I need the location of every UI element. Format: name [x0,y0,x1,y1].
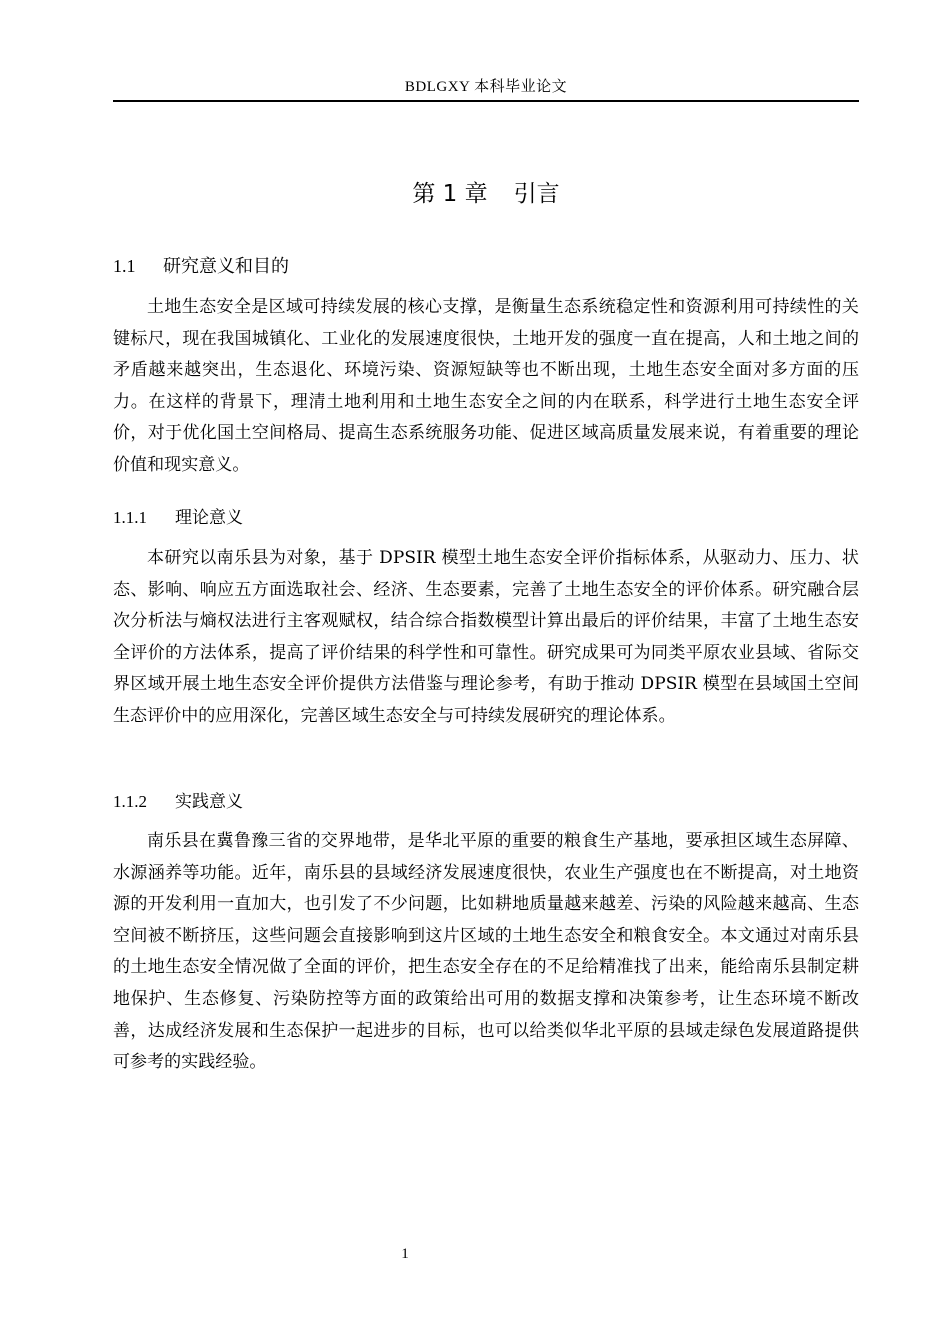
section-paragraph-1-1-2: 南乐县在冀鲁豫三省的交界地带，是华北平原的重要的粮食生产基地，要承担区域生态屏障、水源涵养等功能。近年，南乐县的县域经济发展速度很快，农业生产强度也在不断提高，对土地资源的开发利用一直加大，也引发了不少问题，比如耕地质量越来越差、污染的风险越来越高、生态空间被不断挤压，这些问题会直接影响到这片区域的土地生态安全和粮食安全。本文通过对南乐县的土地生态安全情况做了全面的评价，把生态安全存在的不足给精准找了出来，能给南乐县制定耕地保护、生态修复、污染防控等方面的政策给出可用的数据支撑和决策参考，让生态环境不断改善，达成经济发展和生态保护一起进步的目标，也可以给类似华北平原的县域走绿色发展道路提供可参考的实践经验。 [113,831,859,1073]
page-number: 1 [401,1246,409,1262]
section-heading-1-1 [113,252,289,281]
chapter-title [113,176,859,212]
section-heading-1-1-1 [113,504,243,532]
section-number: 1.1 [113,256,136,276]
chapter-name: 引言 [513,181,560,207]
running-header: BDLGXY 本科毕业论文 [404,79,568,95]
section-title: 理论意义 [175,508,243,528]
section-paragraph-1-1: 土地生态安全是区域可持续发展的核心支撑，是衡量生态系统稳定性和资源利用可持续性的关键标尺，现在我国城镇化、工业化的发展速度很快，土地开发的强度一直在提高，人和土地之间的矛盾越来越突出，生态退化、环境污染、资源短缺等也不断出现，土地生态安全面对多方面的压力。在这样的背景下，理清土地利用和土地生态安全之间的内在联系，科学进行土地生态安全评价，对于优化国土空间格局、提高生态系统服务功能、促进区域高质量发展来说，有着重要的理论价值和现实意义。 [113,297,859,475]
section-number: 1.1.2 [113,792,147,811]
chapter-number: 第 1 章 [412,181,488,207]
section-number: 1.1.1 [113,508,147,527]
section-title: 研究意义和目的 [163,256,289,277]
section-paragraph-1-1-1: 本研究以南乐县为对象，基于 DPSIR 模型土地生态安全评价指标体系，从驱动力、压力、状态、影响、响应五方面选取社会、经济、生态要素，完善了土地生态安全的评价体系。研究融合层次分析法与熵权法进行主客观赋权，结合综合指数模型计算出最后的评价结果，丰富了土地生态安全评价的方法体系，提高了评价结果的科学性和可靠性。研究成果可为同类平原农业县域、省际交界区域开展土地生态安全评价提供方法借鉴与理论参考，有助于推动 DPSIR 模型在县域国土空间生态评价中的应用深化，完善区域生态安全与可持续发展研究的理论体系。 [113,548,859,726]
header-rule [113,100,859,102]
section-heading-1-1-2 [113,788,243,816]
section-title: 实践意义 [175,792,243,812]
